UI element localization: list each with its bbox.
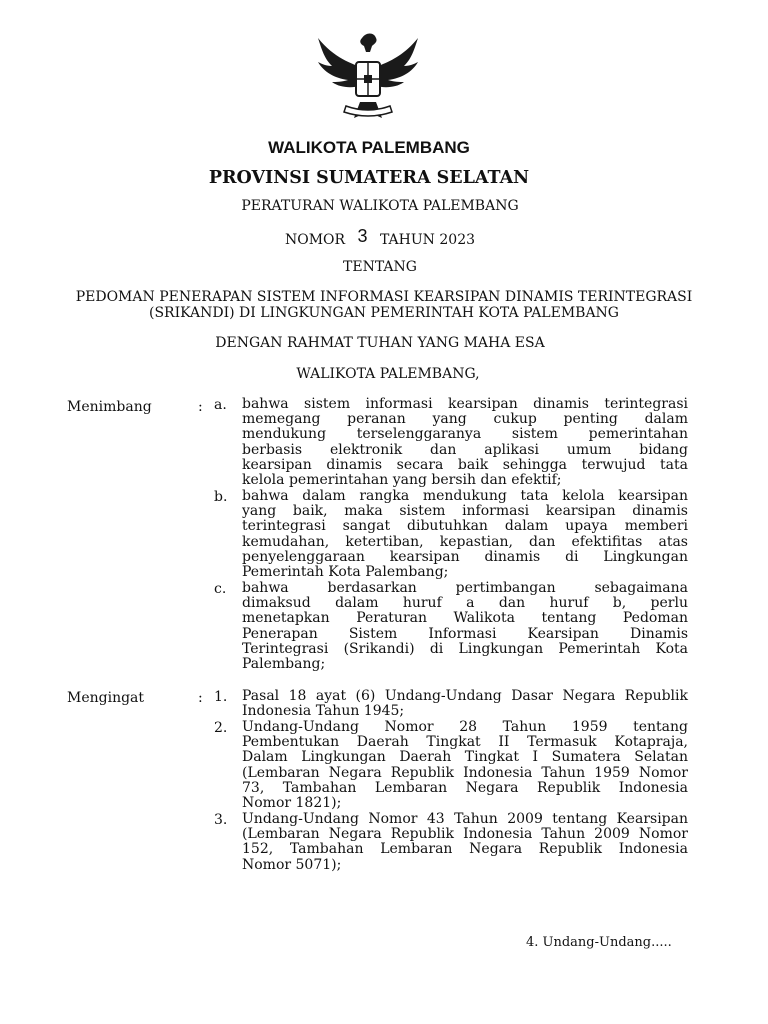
menimbang-b-text <box>242 489 688 580</box>
text-line: memegang peranan yang cukup penting dalam <box>242 411 688 428</box>
menimbang-a-text <box>242 397 688 488</box>
text-line: (Lembaran Negara Republik Indonesia Tahun 1959 Nomor <box>242 764 688 781</box>
text-line: Dalam Lingkungan Daerah Tingkat I Sumatera Selatan <box>242 749 688 766</box>
text-line: dimaksud dalam huruf a dan huruf b, perlu <box>242 595 688 612</box>
regulation-title: PERATURAN WALIKOTA PALEMBANG <box>241 198 519 214</box>
subject-line-1: PEDOMAN PENERAPAN SISTEM INFORMASI KEARSIPAN DINAMIS TERINTEGRASI <box>75 289 693 305</box>
text-line: Palembang; <box>242 656 326 673</box>
text-line: bahwa dalam rangka mendukung tata kelola kearsipan <box>242 488 688 504</box>
tahun-label: TAHUN 2023 <box>379 232 476 248</box>
rahmat-line: DENGAN RAHMAT TUHAN YANG MAHA ESA <box>215 335 545 351</box>
menimbang-colon: : <box>198 399 203 415</box>
menimbang-c-text <box>242 581 688 672</box>
text-line: penyelenggaraan kearsipan dinamis di Lingkungan <box>242 548 688 565</box>
text-line: Nomor 5071); <box>242 856 342 873</box>
menimbang-a-mark: a. <box>214 397 227 413</box>
subject-line-2: (SRIKANDI) DI LINGKUNGAN PEMERINTAH KOTA PALEMBANG <box>149 305 619 321</box>
mengingat-1-text <box>242 689 688 719</box>
text-line: bahwa sistem informasi kearsipan dinamis terintegrasi <box>242 396 688 412</box>
text-line: Penerapan Sistem Informasi Kearsipan Dinamis <box>242 625 688 642</box>
tentang-label: TENTANG <box>343 259 417 275</box>
mengingat-3-mark: 3. <box>214 812 228 828</box>
text-line: yang baik, maka sistem informasi kearsipan dinamis <box>242 503 688 520</box>
province-title: PROVINSI SUMATERA SELATAN <box>208 168 530 188</box>
next-page-continuation: 4. Undang-Undang..... <box>526 935 672 950</box>
regulation-number <box>0 228 760 249</box>
text-line: Pasal 18 ayat (6) Undang-Undang Dasar Negara Republik <box>242 688 688 704</box>
text-line: bahwa berdasarkan pertimbangan sebagaimana <box>242 580 688 596</box>
text-line: Terintegrasi (Srikandi) di Lingkungan Pemerintah Kota <box>242 640 688 657</box>
text-line: Undang-Undang Nomor 28 Tahun 1959 tentang <box>242 719 688 735</box>
text-line: 152, Tambahan Lembaran Negara Republik Indonesia <box>242 841 688 858</box>
text-line: terintegrasi sangat dibutuhkan dalam upaya memberi <box>242 518 688 535</box>
menimbang-label: Menimbang <box>67 399 152 415</box>
mengingat-3-text <box>242 812 688 873</box>
mengingat-1-mark: 1. <box>214 689 228 705</box>
nomor-label: NOMOR <box>284 232 346 248</box>
mengingat-colon: : <box>198 690 203 706</box>
text-line: Pembentukan Daerah Tingkat II Termasuk Kotapraja, <box>242 734 688 751</box>
text-line: kemudahan, ketertiban, kepastian, dan efektifitas atas <box>242 533 688 550</box>
text-line: (Lembaran Negara Republik Indonesia Tahun 2009 Nomor <box>242 826 688 843</box>
text-line: Nomor 1821); <box>242 795 342 812</box>
mayor-title: WALIKOTA PALEMBANG <box>268 138 470 157</box>
mengingat-2-mark: 2. <box>214 720 228 736</box>
walikota-line: WALIKOTA PALEMBANG, <box>296 366 480 382</box>
mengingat-2-text <box>242 720 688 811</box>
nomor-value: 3 <box>357 226 368 246</box>
menimbang-b-mark: b. <box>214 489 228 505</box>
text-line: 73, Tambahan Lembaran Negara Republik Indonesia <box>242 779 688 796</box>
mengingat-label: Mengingat <box>67 690 145 706</box>
garuda-emblem-icon <box>312 28 424 128</box>
text-line: Pemerintah Kota Palembang; <box>242 564 449 581</box>
text-line: berbasis elektronik dan aplikasi umum bidang <box>242 441 688 458</box>
menimbang-c-mark: c. <box>214 581 227 597</box>
text-line: kearsipan dinamis secara baik sehingga terwujud tata <box>242 456 688 473</box>
text-line: kelola pemerintahan yang bersih dan efektif; <box>242 472 562 489</box>
text-line: Indonesia Tahun 1945; <box>242 703 405 720</box>
text-line: menetapkan Peraturan Walikota tentang Pedoman <box>242 610 688 627</box>
text-line: Undang-Undang Nomor 43 Tahun 2009 tentang Kearsipan <box>242 811 688 827</box>
text-line: mendukung terselenggaranya sistem pemerintahan <box>242 426 688 443</box>
